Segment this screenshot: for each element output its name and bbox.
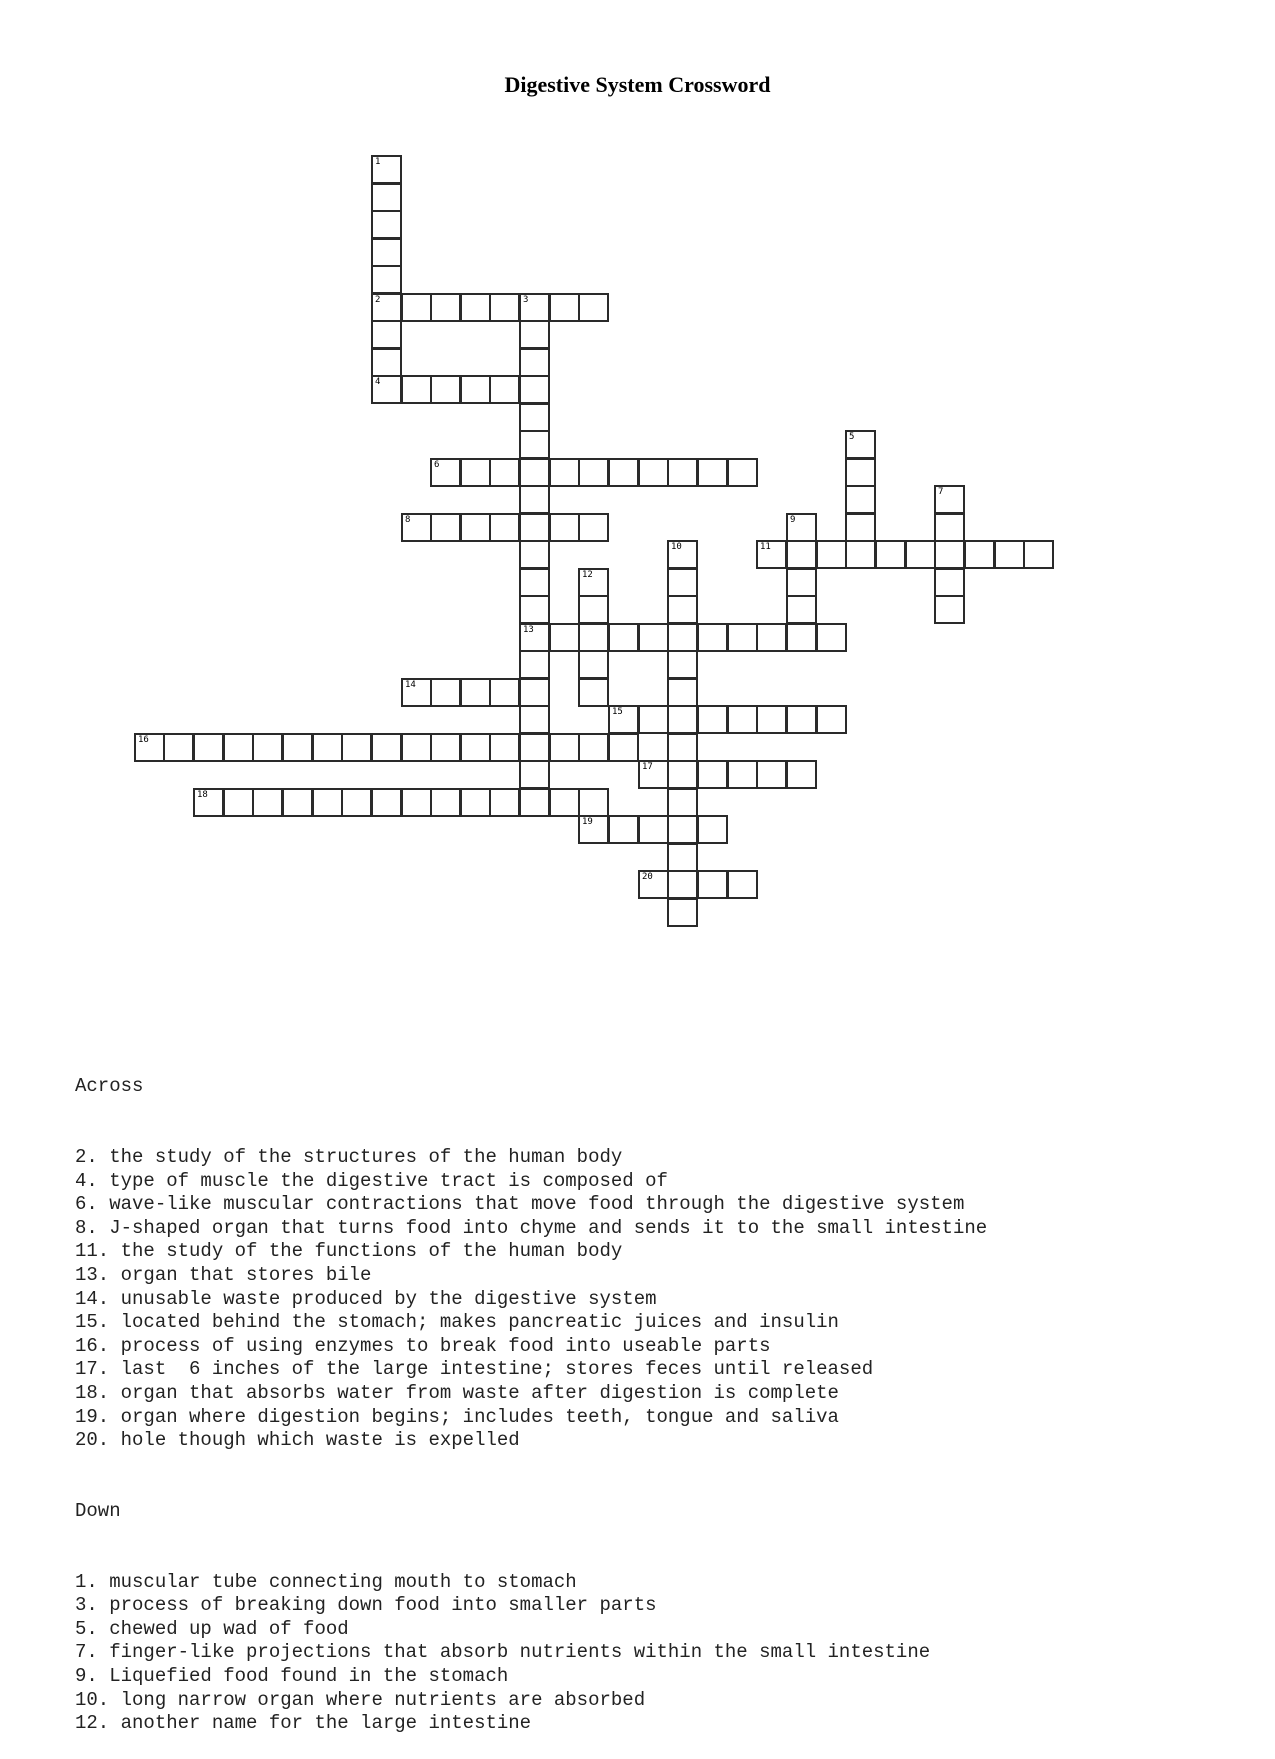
crossword-cell[interactable]	[608, 458, 639, 487]
crossword-cell[interactable]	[697, 458, 728, 487]
crossword-cell[interactable]	[608, 815, 639, 844]
crossword-cell[interactable]	[816, 705, 847, 734]
crossword-cell[interactable]	[519, 320, 550, 349]
crossword-cell[interactable]	[727, 705, 758, 734]
crossword-cell[interactable]	[786, 623, 817, 652]
crossword-cell[interactable]	[371, 265, 402, 294]
crossword-cell[interactable]	[578, 568, 609, 597]
crossword-cell[interactable]	[845, 540, 876, 569]
crossword-cell[interactable]	[371, 733, 402, 762]
crossword-cell[interactable]	[223, 733, 254, 762]
across-clue: 20. hole though which waste is expelled	[75, 1429, 520, 1452]
crossword-cell[interactable]	[134, 733, 165, 762]
crossword-cell[interactable]	[638, 705, 669, 734]
down-clue: 9. Liquefied food found in the stomach	[75, 1665, 509, 1688]
crossword-cell[interactable]	[727, 870, 758, 899]
crossword-cell[interactable]	[430, 375, 461, 404]
across-heading: Across	[75, 1075, 144, 1098]
crossword-cell[interactable]	[727, 623, 758, 652]
crossword-cell[interactable]	[401, 733, 432, 762]
crossword-cell[interactable]	[401, 788, 432, 817]
crossword-cell[interactable]	[549, 788, 580, 817]
crossword-cell[interactable]	[460, 293, 491, 322]
crossword-cell[interactable]	[519, 650, 550, 679]
crossword-cell[interactable]	[460, 678, 491, 707]
crossword-cell[interactable]	[430, 733, 461, 762]
clue-number: 15	[612, 707, 623, 717]
crossword-cell[interactable]	[489, 293, 520, 322]
across-clue: 11. the study of the functions of the human body	[75, 1240, 623, 1263]
crossword-cell[interactable]	[549, 513, 580, 542]
clue-number: 14	[405, 680, 416, 690]
crossword-cell[interactable]	[667, 788, 698, 817]
across-clues	[75, 1146, 1225, 1453]
across-clue: 13. organ that stores bile	[75, 1263, 372, 1286]
crossword-cell[interactable]	[667, 760, 698, 789]
crossword-cell[interactable]	[371, 183, 402, 212]
crossword-cell[interactable]	[489, 788, 520, 817]
crossword-cell[interactable]	[667, 843, 698, 872]
crossword-cell[interactable]	[786, 595, 817, 624]
crossword-cell[interactable]	[519, 458, 550, 487]
crossword-cell[interactable]	[845, 458, 876, 487]
crossword-cell[interactable]	[786, 568, 817, 597]
crossword-cell[interactable]	[489, 733, 520, 762]
crossword-cell[interactable]	[519, 705, 550, 734]
crossword-cell[interactable]	[667, 870, 698, 899]
crossword-cell[interactable]	[282, 788, 313, 817]
crossword-cell[interactable]	[371, 788, 402, 817]
crossword-cell[interactable]	[667, 595, 698, 624]
crossword-cell[interactable]	[252, 733, 283, 762]
crossword-cell[interactable]	[401, 678, 432, 707]
crossword-cell[interactable]	[193, 733, 224, 762]
crossword-cell[interactable]	[667, 568, 698, 597]
clue-number: 11	[760, 542, 771, 552]
clue-list	[75, 1028, 1225, 1759]
crossword-cell[interactable]	[934, 513, 965, 542]
down-heading: Down	[75, 1499, 121, 1522]
crossword-cell[interactable]	[697, 623, 728, 652]
crossword-cell[interactable]	[519, 513, 550, 542]
clue-number: 13	[523, 625, 534, 635]
crossword-cell[interactable]	[816, 623, 847, 652]
across-clue: 14. unusable waste produced by the digestive system	[75, 1287, 657, 1310]
crossword-cell[interactable]	[549, 293, 580, 322]
clue-number: 6	[434, 460, 440, 470]
crossword-cell[interactable]	[697, 870, 728, 899]
crossword-cell[interactable]	[934, 485, 965, 514]
crossword-cell[interactable]	[430, 513, 461, 542]
crossword-cell[interactable]	[371, 375, 402, 404]
crossword-cell[interactable]	[816, 540, 847, 569]
crossword-cell[interactable]	[667, 815, 698, 844]
clue-number: 2	[375, 295, 381, 305]
down-clue: 5. chewed up wad of food	[75, 1617, 349, 1640]
crossword-cell[interactable]	[727, 458, 758, 487]
crossword-cell[interactable]	[519, 760, 550, 789]
crossword-cell[interactable]	[519, 375, 550, 404]
crossword-cell[interactable]	[638, 815, 669, 844]
crossword-cell[interactable]	[519, 623, 550, 652]
crossword-cell[interactable]	[519, 293, 550, 322]
down-clue: 7. finger-like projections that absorb nutrients within the small intestine	[75, 1641, 931, 1664]
crossword-cell[interactable]	[549, 733, 580, 762]
crossword-cell[interactable]	[697, 815, 728, 844]
crossword-cell[interactable]	[578, 513, 609, 542]
crossword-cell[interactable]	[578, 623, 609, 652]
crossword-cell[interactable]	[608, 705, 639, 734]
crossword-cell[interactable]	[460, 788, 491, 817]
page-title: Digestive System Crossword	[504, 72, 771, 97]
crossword-cell[interactable]	[786, 540, 817, 569]
crossword-cell[interactable]	[489, 458, 520, 487]
crossword-cell[interactable]	[430, 293, 461, 322]
clue-number: 9	[790, 515, 796, 525]
clue-number: 7	[938, 487, 944, 497]
clue-number: 10	[671, 542, 682, 552]
across-clue: 19. organ where digestion begins; includes teeth, tongue and saliva	[75, 1405, 839, 1428]
clue-number: 17	[642, 762, 653, 772]
crossword-cell[interactable]	[519, 568, 550, 597]
clue-number: 8	[405, 515, 411, 525]
crossword-cell[interactable]	[578, 815, 609, 844]
crossword-cell[interactable]	[549, 623, 580, 652]
crossword-cell[interactable]	[519, 485, 550, 514]
crossword-cell[interactable]	[519, 348, 550, 377]
crossword-cell[interactable]	[401, 293, 432, 322]
crossword-cell[interactable]	[312, 733, 343, 762]
crossword-cell[interactable]	[489, 375, 520, 404]
crossword-cell[interactable]	[578, 733, 609, 762]
crossword-cell[interactable]	[667, 678, 698, 707]
crossword-cell[interactable]	[193, 788, 224, 817]
crossword-cell[interactable]	[875, 540, 906, 569]
crossword-cell[interactable]	[519, 430, 550, 459]
crossword-cell[interactable]	[845, 430, 876, 459]
crossword-cell[interactable]	[667, 898, 698, 927]
crossword-cell[interactable]	[401, 513, 432, 542]
crossword-cell[interactable]	[667, 705, 698, 734]
crossword-cell[interactable]	[845, 513, 876, 542]
crossword-cell[interactable]	[964, 540, 995, 569]
crossword-cell[interactable]	[341, 733, 372, 762]
crossword-cell[interactable]	[430, 788, 461, 817]
crossword-cell[interactable]	[608, 623, 639, 652]
crossword-cell[interactable]	[401, 375, 432, 404]
clue-number: 4	[375, 377, 381, 387]
crossword-cell[interactable]	[282, 733, 313, 762]
across-clue: 4. type of muscle the digestive tract is composed of	[75, 1169, 668, 1192]
crossword-cell[interactable]	[608, 733, 639, 762]
crossword-cell[interactable]	[252, 788, 283, 817]
crossword-cell[interactable]	[371, 348, 402, 377]
crossword-cell[interactable]	[994, 540, 1025, 569]
crossword-cell[interactable]	[697, 760, 728, 789]
crossword-cell[interactable]	[667, 458, 698, 487]
clue-number: 1	[375, 157, 381, 167]
crossword-cell[interactable]	[786, 705, 817, 734]
crossword-cell[interactable]	[934, 595, 965, 624]
crossword-cell[interactable]	[430, 678, 461, 707]
crossword-cell[interactable]	[223, 788, 254, 817]
crossword-cell[interactable]	[489, 678, 520, 707]
clue-number: 19	[582, 817, 593, 827]
down-clues	[75, 1571, 1225, 1736]
crossword-cell[interactable]	[519, 678, 550, 707]
crossword-cell[interactable]	[460, 458, 491, 487]
clue-number: 5	[849, 432, 855, 442]
clue-number: 18	[197, 790, 208, 800]
crossword-cell[interactable]	[519, 403, 550, 432]
crossword-cell[interactable]	[667, 650, 698, 679]
crossword-cell[interactable]	[341, 788, 372, 817]
across-clue: 8. J-shaped organ that turns food into chyme and sends it to the small intestine	[75, 1216, 988, 1239]
across-clue: 18. organ that absorbs water from waste after digestion is complete	[75, 1381, 839, 1404]
crossword-cell[interactable]	[460, 513, 491, 542]
down-clue: 3. process of breaking down food into smaller parts	[75, 1594, 657, 1617]
across-clue: 17. last 6 inches of the large intestine; stores feces until released	[75, 1358, 874, 1381]
crossword-cell[interactable]	[371, 320, 402, 349]
crossword-cell[interactable]	[727, 760, 758, 789]
crossword-cell[interactable]	[549, 458, 580, 487]
crossword-cell[interactable]	[756, 760, 787, 789]
crossword-cell[interactable]	[578, 650, 609, 679]
crossword-cell[interactable]	[756, 705, 787, 734]
crossword-cell[interactable]	[519, 733, 550, 762]
crossword-cell[interactable]	[786, 513, 817, 542]
clue-number: 20	[642, 872, 653, 882]
crossword-cell[interactable]	[667, 733, 698, 762]
crossword-cell[interactable]	[638, 458, 669, 487]
crossword-cell[interactable]	[519, 540, 550, 569]
crossword-cell[interactable]	[578, 678, 609, 707]
crossword-cell[interactable]	[934, 568, 965, 597]
crossword-cell[interactable]	[845, 485, 876, 514]
crossword-cell[interactable]	[460, 733, 491, 762]
crossword-cell[interactable]	[638, 870, 669, 899]
crossword-cell[interactable]	[578, 595, 609, 624]
crossword-cell[interactable]	[312, 788, 343, 817]
crossword-cell[interactable]	[578, 788, 609, 817]
across-clue: 2. the study of the structures of the human body	[75, 1145, 623, 1168]
crossword-cell[interactable]	[371, 238, 402, 267]
down-clue: 12. another name for the large intestine	[75, 1712, 532, 1735]
crossword-cell[interactable]	[934, 540, 965, 569]
crossword-cell[interactable]	[667, 623, 698, 652]
crossword-cell[interactable]	[519, 788, 550, 817]
crossword-cell[interactable]	[905, 540, 936, 569]
crossword-cell[interactable]	[1023, 540, 1054, 569]
crossword-cell[interactable]	[460, 375, 491, 404]
crossword-cell[interactable]	[638, 623, 669, 652]
crossword-cell[interactable]	[667, 540, 698, 569]
crossword-cell[interactable]	[638, 760, 669, 789]
crossword-cell[interactable]	[371, 155, 402, 184]
crossword-cell[interactable]	[578, 293, 609, 322]
crossword-cell[interactable]	[519, 595, 550, 624]
across-clue: 15. located behind the stomach; makes pancreatic juices and insulin	[75, 1311, 839, 1334]
crossword-cell[interactable]	[430, 458, 461, 487]
crossword-cell[interactable]	[756, 623, 787, 652]
down-clue: 10. long narrow organ where nutrients are absorbed	[75, 1688, 646, 1711]
crossword-cell[interactable]	[163, 733, 194, 762]
crossword-cell[interactable]	[786, 760, 817, 789]
crossword-cell[interactable]	[371, 210, 402, 239]
down-clue: 1. muscular tube connecting mouth to stomach	[75, 1570, 577, 1593]
crossword-cell[interactable]	[697, 705, 728, 734]
across-clue: 6. wave-like muscular contractions that move food through the digestive system	[75, 1193, 965, 1216]
clue-number: 3	[523, 295, 529, 305]
clue-number: 16	[138, 735, 149, 745]
clue-number: 12	[582, 570, 593, 580]
across-clue: 16. process of using enzymes to break food into useable parts	[75, 1334, 771, 1357]
crossword-cell[interactable]	[489, 513, 520, 542]
crossword-cell[interactable]	[371, 293, 402, 322]
crossword-cell[interactable]	[578, 458, 609, 487]
crossword-cell[interactable]	[756, 540, 787, 569]
